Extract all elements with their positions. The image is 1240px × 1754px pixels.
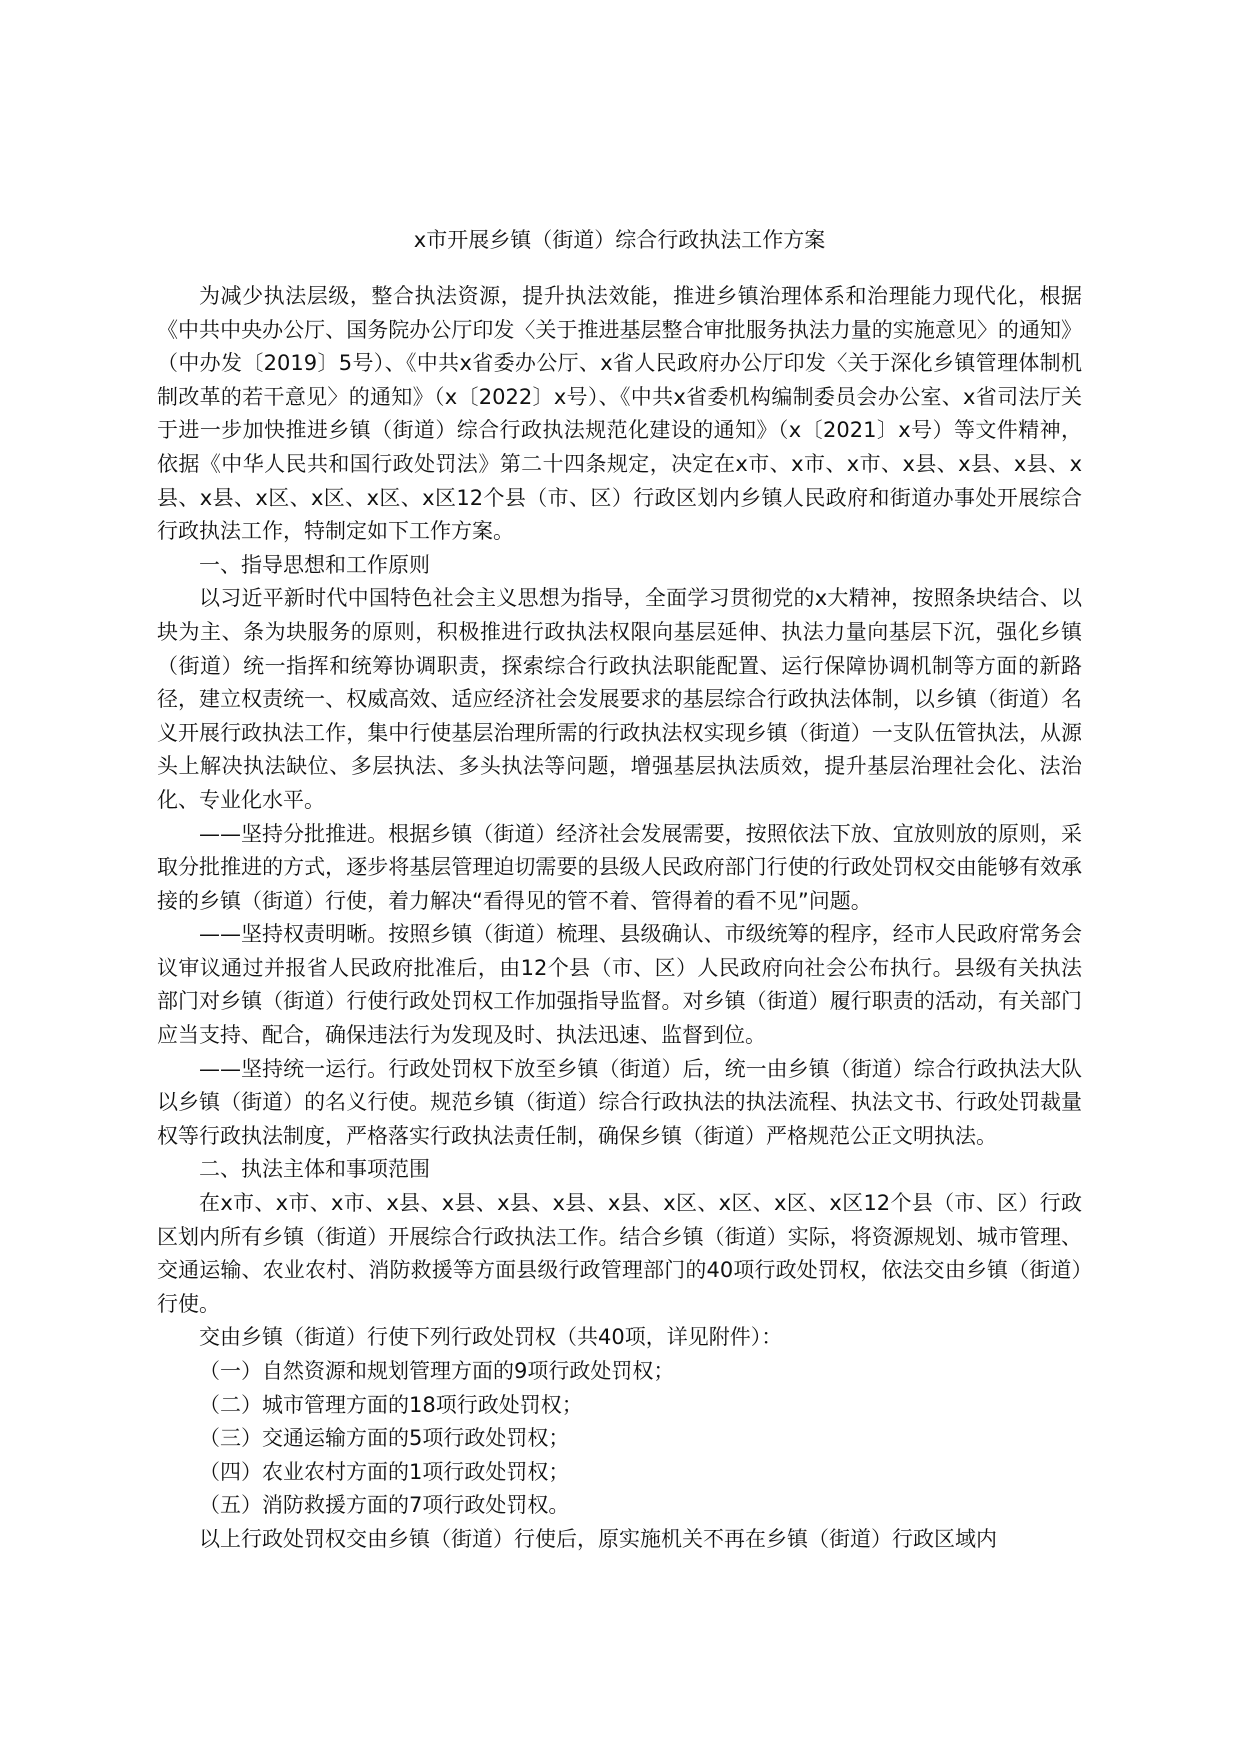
section-1-heading: 一、指导思想和工作原则 [199,552,430,577]
intro-paragraph: 为减少执法层级，整合执法资源，提升执法效能，推进乡镇治理体系和治理能力现代化，根据《中共中央办公厅、国务院办公厅印发〈关于推进基层整合审批服务执法力量的实施意见〉的通知》（中办发〔2019〕5号）、《中共x省委办公厅、x省人民政府办公厅印发〈关于深化乡镇管理体制机制改革的若干意见〉的通知》（x〔2022〕x号）、《中共x省委机构编制委员会办公室、x省司法厅关于进一步加快推进乡镇（街道）综合行政执法规范化建设的通知》（x〔2021〕x号）等文件精神，依据《中华人民共和国行政处罚法》第二十四条规定，决定在x市、x市、x市、x县、x县、x县、x县、x县、x区、x区、x区、x区12个县（市、区）行政区划内乡镇人民政府和街道办事处开展综合行政执法工作，特制定如下工作方案。 [157,284,1082,544]
list-item: （四）农业农村方面的1项行政处罚权； [199,1459,570,1484]
principle-1-paragraph: ——坚持分批推进。根据乡镇（街道）经济社会发展需要，按照依法下放、宜放则放的原则，采取分批推进的方式，逐步将基层管理迫切需要的县级人民政府部门行使的行政处罚权交由能够有效承接的乡镇（街道）行使，着力解决“看得见的管不着、管得着的看不见”问题。 [157,821,1082,913]
principle-3-paragraph: ——坚持统一运行。行政处罚权下放至乡镇（街道）后，统一由乡镇（街道）综合行政执法大队以乡镇（街道）的名义行使。规范乡镇（街道）综合行政执法的执法流程、执法文书、行政处罚裁量权等行政执法制度，严格落实行政执法责任制，确保乡镇（街道）严格规范公正文明执法。 [157,1056,1082,1148]
principle-2-paragraph: ——坚持权责明晰。按照乡镇（街道）梳理、县级确认、市级统筹的程序，经市人民政府常务会议审议通过并报省人民政府批准后，由12个县（市、区）人民政府向社会公布执行。县级有关执法部门对乡镇（街道）行使行政处罚权工作加强指导监督。对乡镇（街道）履行职责的活动，有关部门应当支持、配合，确保违法行为发现及时、执法迅速、监督到位。 [157,922,1082,1048]
list-item: （三）交通运输方面的5项行政处罚权； [199,1426,570,1451]
document-page [157,222,1082,1557]
list-intro: 交由乡镇（街道）行使下列行政处罚权（共40项，详见附件）： [199,1325,783,1350]
list-item: （一）自然资源和规划管理方面的9项行政处罚权； [199,1359,675,1383]
document-title: x市开展乡镇（街道）综合行政执法工作方案 [413,228,826,252]
section-2-heading: 二、执法主体和事项范围 [199,1157,430,1182]
closing-paragraph: 以上行政处罚权交由乡镇（街道）行使后，原实施机关不再在乡镇（街道）行政区域内 [199,1526,997,1551]
list-item: （五）消防救援方面的7项行政处罚权。 [199,1493,570,1518]
section-1-body: 以习近平新时代中国特色社会主义思想为指导，全面学习贯彻党的x大精神，按照条块结合、以块为主、条为块服务的原则，积极推进行政执法权限向基层延伸、执法力量向基层下沉，强化乡镇（街道）统一指挥和统筹协调职责，探索综合行政执法职能配置、运行保障协调机制等方面的新路径，建立权责统一、权威高效、适应经济社会发展要求的基层综合行政执法体制，以乡镇（街道）名义开展行政执法工作，集中行使基层治理所需的行政执法权实现乡镇（街道）一支队伍管执法，从源头上解决执法缺位、多层执法、多头执法等问题，增强基层执法质效，提升基层治理社会化、法治化、专业化水平。 [157,586,1082,812]
section-2-body: 在x市、x市、x市、x县、x县、x县、x县、x县、x区、x区、x区、x区12个县（市、区）行政区划内所有乡镇（街道）开展综合行政执法工作。结合乡镇（街道）实际，将资源规划、城市管理、交通运输、农业农村、消防救援等方面县级行政管理部门的40项行政处罚权，依法交由乡镇（街道）行使。 [157,1191,1082,1316]
list-item: （二）城市管理方面的18项行政处罚权； [199,1392,583,1417]
